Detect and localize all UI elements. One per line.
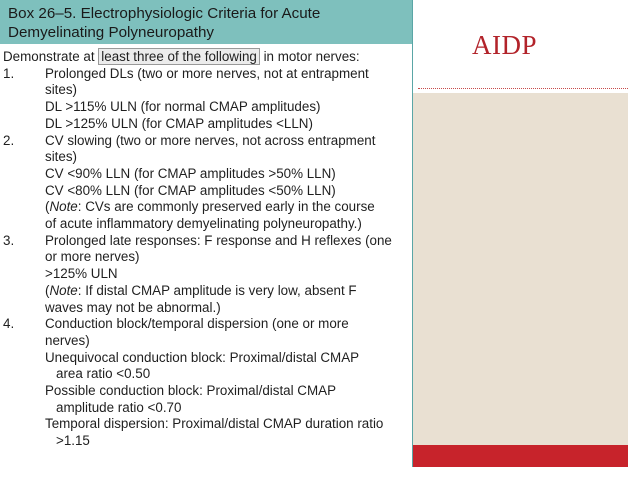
intro-line — [0, 49, 412, 66]
criterion-2-note: (Note: CVs are commonly preserved early in the course — [45, 199, 375, 215]
criterion-1-sub-2: DL >125% ULN (for CMAP amplitudes <LLN) — [45, 115, 313, 131]
box-header — [0, 0, 412, 44]
note-label: Note — [49, 282, 78, 298]
criterion-1-sub-1: DL >115% ULN (for normal CMAP amplitudes) — [45, 99, 321, 115]
criterion-number: 4. — [3, 316, 15, 332]
criterion-3-cont: or more nerves) — [45, 249, 140, 265]
criterion-4-cont: nerves) — [45, 332, 90, 348]
criterion-number: 1. — [3, 65, 15, 81]
criterion-1 — [0, 66, 412, 83]
slide-footer-bar — [412, 445, 628, 467]
note-label: Note — [49, 199, 78, 215]
note-text: : CVs are commonly preserved early in the course — [77, 199, 375, 215]
criterion-4-sub-2: Possible conduction block: Proximal/distal CMAP — [45, 383, 336, 399]
criterion-4-sub-3: Temporal dispersion: Proximal/distal CMAP duration ratio — [45, 416, 384, 432]
criterion-4-sub-2-cont: amplitude ratio <0.70 — [56, 399, 182, 415]
intro-text-end: in motor nerves: — [259, 49, 360, 64]
criterion-4-sub-1: Unequivocal conduction block: Proximal/distal CMAP — [45, 349, 360, 365]
criterion-2-sub-1: CV <90% LLN (for CMAP amplitudes >50% LLN) — [45, 165, 336, 181]
box-header-line1: Box 26–5. Electrophysiologic Criteria for Acute — [8, 5, 321, 22]
slide-panel — [412, 93, 628, 445]
box-header-line2: Demyelinating Polyneuropathy — [8, 24, 214, 41]
slide-title: AIDP — [472, 30, 538, 60]
criterion-4-sub-3-cont: >1.15 — [56, 433, 90, 449]
criterion-text: Conduction block/temporal dispersion (one or more — [45, 316, 349, 332]
criterion-2-sub-2: CV <80% LLN (for CMAP amplitudes <50% LLN) — [45, 182, 336, 198]
criterion-4 — [0, 316, 412, 333]
box-body — [0, 44, 412, 450]
criterion-3-note: (Note: If distal CMAP amplitude is very low, absent F — [45, 282, 357, 298]
title-divider — [418, 88, 628, 89]
criterion-3-note-cont: waves may not be abnormal.) — [45, 299, 221, 315]
criterion-number: 2. — [3, 132, 15, 148]
note-text: : If distal CMAP amplitude is very low, absent F — [77, 282, 357, 298]
criterion-2 — [0, 133, 412, 150]
criterion-2-cont: sites) — [45, 149, 77, 165]
criterion-3-sub-1: >125% ULN — [45, 266, 118, 282]
criterion-1-cont: sites) — [45, 82, 77, 98]
criterion-text: Prolonged late responses: F response and H reflexes (one — [45, 232, 392, 248]
criterion-3 — [0, 233, 412, 250]
highlighted-text: least three of the following — [98, 48, 260, 65]
criterion-4-sub-1-cont: area ratio <0.50 — [56, 366, 151, 382]
criterion-text: CV slowing (two or more nerves, not across entrapment — [45, 132, 376, 148]
criterion-2-note-cont: of acute inflammatory demyelinating polyneuropathy.) — [45, 216, 362, 232]
criterion-text: Prolonged DLs (two or more nerves, not at entrapment — [45, 65, 369, 81]
criterion-number: 3. — [3, 232, 15, 248]
intro-text: Demonstrate at — [3, 49, 99, 64]
